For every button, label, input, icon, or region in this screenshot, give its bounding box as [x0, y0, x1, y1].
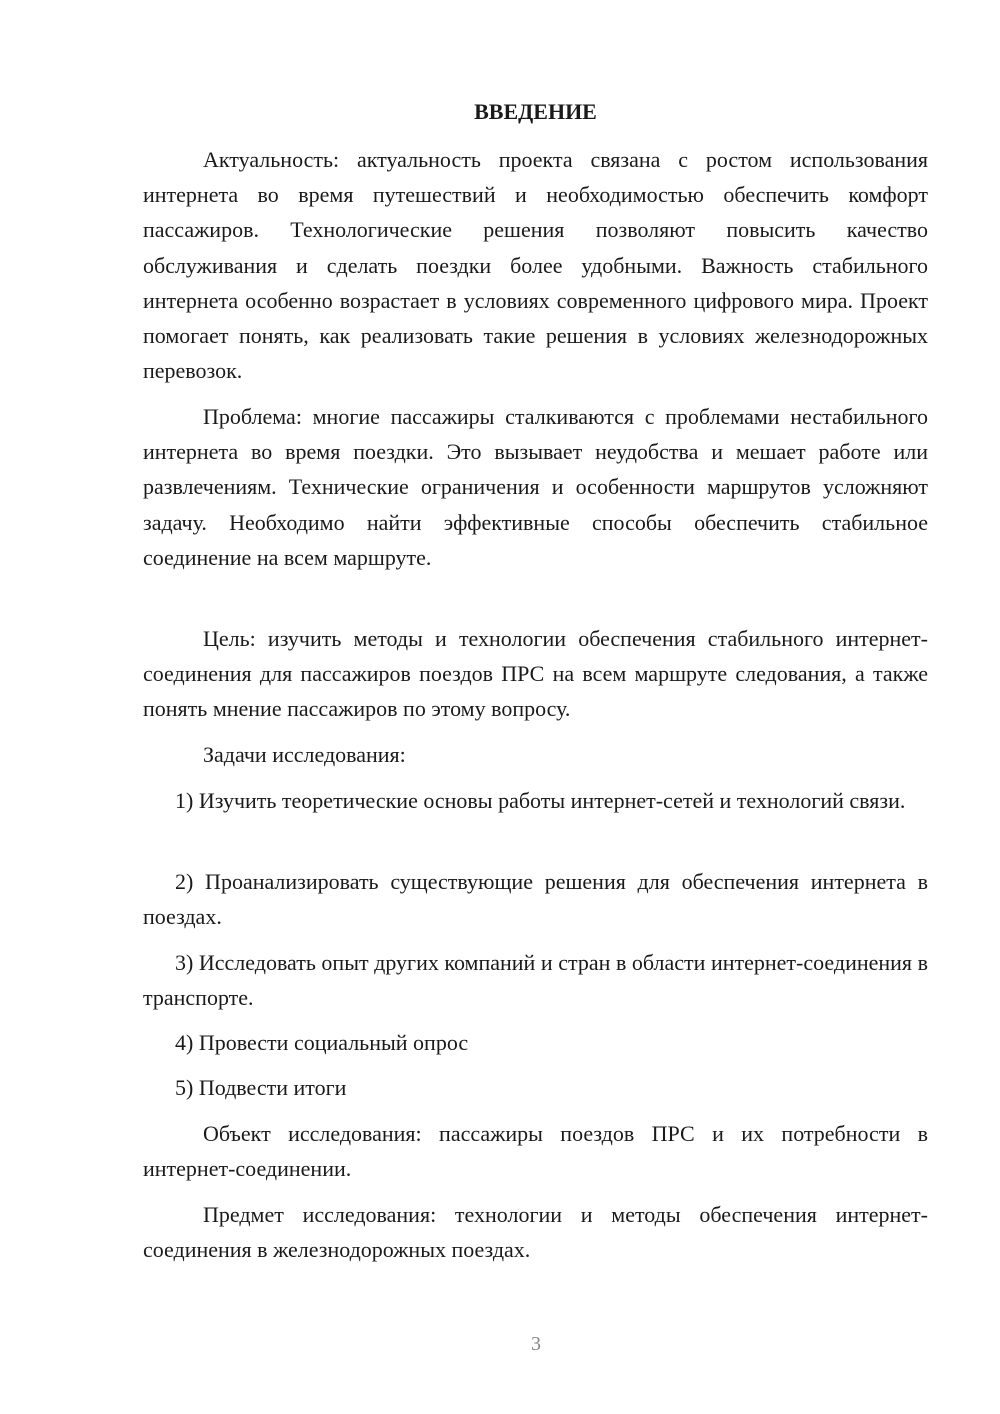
paragraph-relevance: Актуальность: актуальность проекта связана с ростом использования интернета во время путешествий и необходимостью обеспечить комфорт пассажиров. Технологические решения позволяют повысить качество обслуживания и сделать поездки более удобными. Важность стабильного интернета особенно возрастает в условиях современного цифрового мира. Проект помогает понять, как реализовать такие решения в условиях железнодорожных перевозок. — [143, 147, 928, 384]
tasks-heading: Задачи исследования: — [203, 742, 406, 767]
task-item-1: 1) Изучить теоретические основы работы интернет-сетей и технологий связи. — [175, 788, 906, 813]
task-item-3: 3) Исследовать опыт других компаний и стран в области интернет-соединения в транспорте. — [143, 950, 928, 1011]
page-title: ВВЕДЕНИЕ — [474, 99, 597, 124]
paragraph-object: Объект исследования: пассажиры поездов ПРС и их потребности в интернет-соединении. — [143, 1121, 928, 1182]
task-item-2: 2) Проанализировать существующие решения для обеспечения интернета в поездах. — [143, 869, 928, 930]
paragraph-problem: Проблема: многие пассажиры сталкиваются с проблемами нестабильного интернета во время поездки. Это вызывает неудобства и мешает работе или развлечениям. Технические ограничения и особенности маршрутов усложняют задачу. Необходимо найти эффективные способы обеспечить стабильное соединение на всем маршруте. — [143, 404, 928, 570]
paragraph-goal: Цель: изучить методы и технологии обеспечения стабильного интернет-соединения для пассажиров поездов ПРС на всем маршруте следования, а также понять мнение пассажиров по этому вопросу. — [143, 626, 928, 722]
page-number: 3 — [531, 1333, 541, 1355]
paragraph-subject: Предмет исследования: технологии и методы обеспечения интернет-соединения в железнодорожных поездах. — [143, 1202, 928, 1263]
task-item-5: 5) Подвести итоги — [175, 1075, 347, 1100]
task-item-4: 4) Провести социальный опрос — [175, 1030, 469, 1055]
